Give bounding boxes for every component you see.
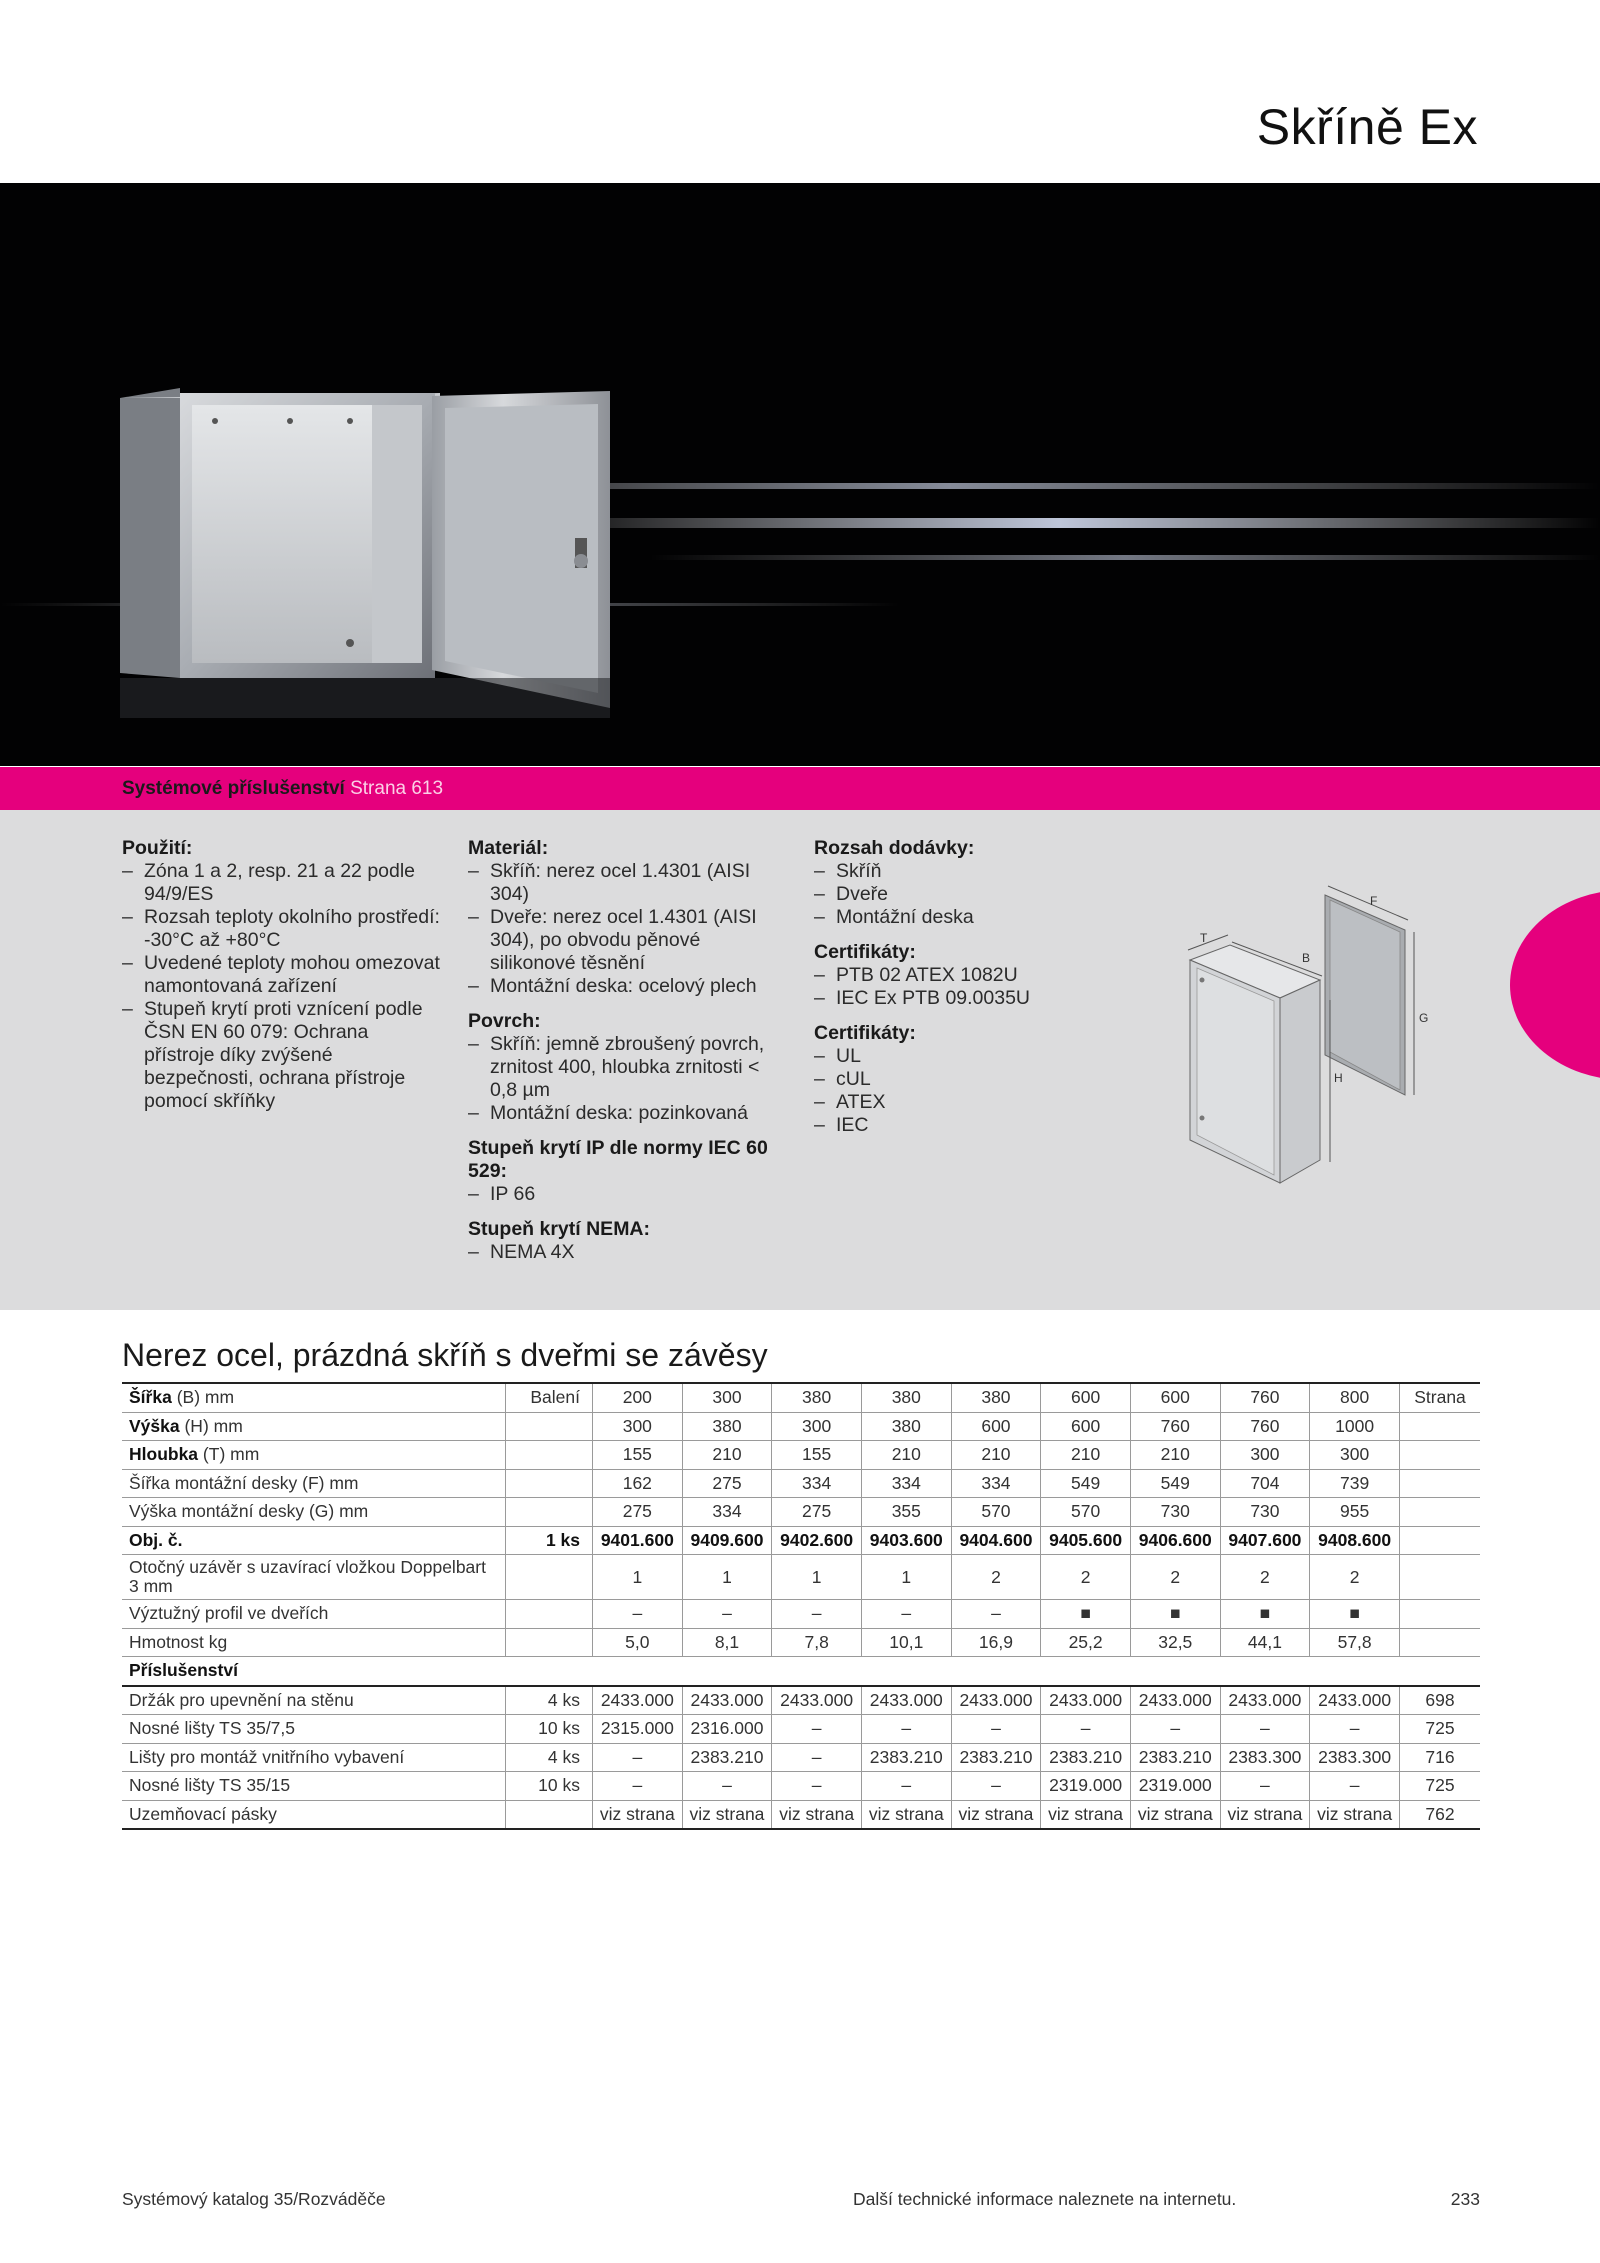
value-cell: 955 xyxy=(1310,1498,1400,1527)
value-cell: 210 xyxy=(1041,1441,1131,1470)
row-label-text: Šířka montážní desky (F) mm xyxy=(129,1472,359,1493)
list-item: – Montážní deska: ocelový plech xyxy=(468,975,788,998)
nema-heading: Stupeň krytí NEMA: xyxy=(468,1218,651,1240)
page-cell: 725 xyxy=(1400,1715,1481,1744)
row-label-text: Výška montážní desky (G) mm xyxy=(129,1501,369,1522)
certificates-heading: Certifikáty: xyxy=(814,941,916,963)
scope-list xyxy=(814,860,1114,929)
value-cell: – xyxy=(1220,1715,1310,1744)
info-column-material xyxy=(468,837,788,1264)
value-cell: – xyxy=(1041,1715,1131,1744)
material-heading: Materiál: xyxy=(468,837,549,859)
value-cell: 600 xyxy=(1041,1412,1131,1441)
value-cell: 210 xyxy=(682,1441,772,1470)
pack-cell: 4 ks xyxy=(506,1743,593,1772)
value-cell: viz strana xyxy=(1130,1800,1220,1829)
enclosure-photo xyxy=(0,183,1600,766)
footer-catalog: Systémový katalog 35/Rozváděče xyxy=(122,2189,386,2209)
row-label-text: (H) mm xyxy=(184,1415,243,1436)
value-cell: 380 xyxy=(951,1383,1041,1412)
value-cell: 200 xyxy=(593,1383,683,1412)
value-cell: – xyxy=(1310,1715,1400,1744)
row-label xyxy=(122,1555,506,1600)
value-cell: – xyxy=(1220,1772,1310,1801)
value-cell: 155 xyxy=(593,1441,683,1470)
info-column-usage xyxy=(122,837,442,1113)
value-cell: 334 xyxy=(861,1469,951,1498)
pack-cell xyxy=(506,1800,593,1829)
list-item: – cUL xyxy=(814,1068,1114,1091)
value-cell: 162 xyxy=(593,1469,683,1498)
table-row xyxy=(122,1526,1480,1555)
value-cell: 210 xyxy=(861,1441,951,1470)
row-label: Nosné lišty TS 35/15 xyxy=(122,1772,506,1801)
value-cell: 600 xyxy=(951,1412,1041,1441)
row-label-bold: Šířka xyxy=(129,1387,172,1408)
value-cell: 1000 xyxy=(1310,1412,1400,1441)
value-cell: 300 xyxy=(593,1412,683,1441)
value-cell: viz strana xyxy=(861,1800,951,1829)
value-cell: 9401.600 xyxy=(593,1526,683,1555)
value-cell: 2433.000 xyxy=(1310,1686,1400,1715)
list-item: – IEC xyxy=(814,1114,1114,1137)
row-label xyxy=(122,1383,506,1412)
pack-cell xyxy=(506,1441,593,1470)
row-label-text: Hmotnost kg xyxy=(129,1631,228,1652)
surface-heading: Povrch: xyxy=(468,1010,541,1032)
value-cell: 1 xyxy=(861,1555,951,1600)
nema-list xyxy=(468,1241,788,1264)
row-label xyxy=(122,1412,506,1441)
list-item: – PTB 02 ATEX 1082U xyxy=(814,964,1114,987)
value-cell: 9406.600 xyxy=(1130,1526,1220,1555)
value-cell: 800 xyxy=(1310,1383,1400,1412)
value-cell: 730 xyxy=(1130,1498,1220,1527)
value-cell: 2433.000 xyxy=(1041,1686,1131,1715)
pack-cell xyxy=(506,1555,593,1600)
value-cell: 16,9 xyxy=(951,1628,1041,1657)
list-item: – NEMA 4X xyxy=(468,1241,788,1264)
row-label xyxy=(122,1469,506,1498)
value-cell: 334 xyxy=(951,1469,1041,1498)
value-cell: 380 xyxy=(772,1383,862,1412)
row-label: Nosné lišty TS 35/7,5 xyxy=(122,1715,506,1744)
table-row xyxy=(122,1469,1480,1498)
value-cell: – xyxy=(951,1715,1041,1744)
value-cell: 549 xyxy=(1130,1469,1220,1498)
value-cell: 44,1 xyxy=(1220,1628,1310,1657)
value-cell: 549 xyxy=(1041,1469,1131,1498)
page-cell: Strana xyxy=(1400,1383,1481,1412)
value-cell: 2319.000 xyxy=(1041,1772,1131,1801)
value-cell: 1 xyxy=(593,1555,683,1600)
value-cell: 355 xyxy=(861,1498,951,1527)
value-cell: 2433.000 xyxy=(1130,1686,1220,1715)
row-label-text: Výztužný profil ve dveřích xyxy=(129,1603,329,1624)
table-row xyxy=(122,1600,1480,1629)
value-cell: 25,2 xyxy=(1041,1628,1131,1657)
value-cell: 2383.300 xyxy=(1310,1743,1400,1772)
value-cell: 600 xyxy=(1041,1383,1131,1412)
page-cell: 762 xyxy=(1400,1800,1481,1829)
value-cell: 2433.000 xyxy=(682,1686,772,1715)
value-cell: – xyxy=(861,1772,951,1801)
value-cell: 2433.000 xyxy=(861,1686,951,1715)
value-cell: 1 xyxy=(772,1555,862,1600)
page-number: 233 xyxy=(1450,2189,1480,2209)
enclosure-dimension-diagram xyxy=(1170,850,1450,1190)
value-cell: 570 xyxy=(951,1498,1041,1527)
pack-cell xyxy=(506,1498,593,1527)
decorative-pink-circle xyxy=(1510,890,1600,1080)
list-item: – Rozsah teploty okolního prostředí: -30°C až +80°C xyxy=(122,906,442,952)
list-item: – IEC Ex PTB 09.0035U xyxy=(814,987,1114,1010)
pack-cell xyxy=(506,1469,593,1498)
value-cell: viz strana xyxy=(1220,1800,1310,1829)
list-item: – Montážní deska: pozinkovaná xyxy=(468,1102,788,1125)
dim-label-g: G xyxy=(1419,1011,1429,1025)
list-item: – ATEX xyxy=(814,1091,1114,1114)
page-title: Skříně Ex xyxy=(1256,99,1478,155)
row-label-bold: Výška xyxy=(129,1415,180,1436)
value-cell: 730 xyxy=(1220,1498,1310,1527)
value-cell: – xyxy=(593,1772,683,1801)
list-item: – Skříň xyxy=(814,860,1114,883)
row-label-text: (T) mm xyxy=(202,1444,260,1465)
value-cell: 2433.000 xyxy=(1220,1686,1310,1715)
value-cell: 8,1 xyxy=(682,1628,772,1657)
value-cell: 570 xyxy=(1041,1498,1131,1527)
value-cell: – xyxy=(951,1600,1041,1629)
pack-cell: 10 ks xyxy=(506,1772,593,1801)
value-cell: – xyxy=(772,1600,862,1629)
table-row xyxy=(122,1412,1480,1441)
page-cell: 698 xyxy=(1400,1686,1481,1715)
accessories-heading-row xyxy=(122,1657,1480,1686)
accessory-row xyxy=(122,1743,1480,1772)
value-cell: 5,0 xyxy=(593,1628,683,1657)
value-cell: – xyxy=(682,1600,772,1629)
value-cell: – xyxy=(772,1772,862,1801)
info-column-scope xyxy=(814,837,1114,1137)
dim-label-f: F xyxy=(1370,894,1378,908)
value-cell: 7,8 xyxy=(772,1628,862,1657)
row-label: Lišty pro montáž vnitřního vybavení xyxy=(122,1743,506,1772)
value-cell: 2315.000 xyxy=(593,1715,683,1744)
value-cell: – xyxy=(682,1772,772,1801)
table-row xyxy=(122,1441,1480,1470)
row-label xyxy=(122,1498,506,1527)
value-cell: – xyxy=(772,1715,862,1744)
certificates-list-2 xyxy=(814,1045,1114,1137)
value-cell: 10,1 xyxy=(861,1628,951,1657)
list-item: – Skříň: jemně zbroušený povrch, zrnitost 400, hloubka zrnitosti < 0,8 µm xyxy=(468,1033,788,1102)
value-cell: 2383.300 xyxy=(1220,1743,1310,1772)
scope-heading: Rozsah dodávky: xyxy=(814,837,975,859)
value-cell: 275 xyxy=(682,1469,772,1498)
material-list xyxy=(468,860,788,998)
value-cell: 57,8 xyxy=(1310,1628,1400,1657)
value-cell: 2 xyxy=(951,1555,1041,1600)
value-cell: ■ xyxy=(1220,1600,1310,1629)
value-cell: 275 xyxy=(772,1498,862,1527)
value-cell: 760 xyxy=(1130,1412,1220,1441)
table-row xyxy=(122,1555,1480,1600)
list-item: – Uvedené teploty mohou omezovat namontovaná zařízení xyxy=(122,952,442,998)
page-cell xyxy=(1400,1600,1481,1629)
page-cell xyxy=(1400,1526,1481,1555)
page-cell: 725 xyxy=(1400,1772,1481,1801)
row-label xyxy=(122,1441,506,1470)
value-cell: 380 xyxy=(861,1383,951,1412)
accessory-row xyxy=(122,1686,1480,1715)
value-cell: – xyxy=(861,1715,951,1744)
list-item: – UL xyxy=(814,1045,1114,1068)
row-label: Držák pro upevnění na stěnu xyxy=(122,1686,506,1715)
row-label: Uzemňovací pásky xyxy=(122,1800,506,1829)
list-item: – IP 66 xyxy=(468,1183,788,1206)
value-cell: 2 xyxy=(1041,1555,1131,1600)
pack-cell: 4 ks xyxy=(506,1686,593,1715)
row-label-text: Otočný uzávěr s uzavírací vložkou Doppelbart 3 mm xyxy=(129,1557,486,1596)
value-cell: 2319.000 xyxy=(1130,1772,1220,1801)
value-cell: – xyxy=(593,1600,683,1629)
value-cell: 2383.210 xyxy=(682,1743,772,1772)
value-cell: viz strana xyxy=(1041,1800,1131,1829)
value-cell: 380 xyxy=(861,1412,951,1441)
page-cell xyxy=(1400,1555,1481,1600)
value-cell: 1 xyxy=(682,1555,772,1600)
value-cell: viz strana xyxy=(593,1800,683,1829)
value-cell: 2433.000 xyxy=(951,1686,1041,1715)
value-cell: 739 xyxy=(1310,1469,1400,1498)
value-cell: 334 xyxy=(772,1469,862,1498)
value-cell: 2383.210 xyxy=(861,1743,951,1772)
list-item: – Skříň: nerez ocel 1.4301 (AISI 304) xyxy=(468,860,788,906)
value-cell: 9407.600 xyxy=(1220,1526,1310,1555)
footer-web-note: Další technické informace naleznete na internetu. xyxy=(853,2189,1237,2209)
pack-cell: Balení xyxy=(506,1383,593,1412)
value-cell: 32,5 xyxy=(1130,1628,1220,1657)
row-label-bold: Obj. č. xyxy=(129,1529,183,1550)
value-cell: 2433.000 xyxy=(772,1686,862,1715)
value-cell: 334 xyxy=(682,1498,772,1527)
value-cell: 380 xyxy=(682,1412,772,1441)
ip-rating-list xyxy=(468,1183,788,1206)
value-cell: – xyxy=(593,1743,683,1772)
accessory-bar xyxy=(0,767,1600,810)
pack-cell: 10 ks xyxy=(506,1715,593,1744)
value-cell: 2383.210 xyxy=(1130,1743,1220,1772)
row-label xyxy=(122,1526,506,1555)
page-cell: 716 xyxy=(1400,1743,1481,1772)
value-cell: 210 xyxy=(951,1441,1041,1470)
accessory-bar-label: Systémové příslušenství xyxy=(122,778,345,799)
accessory-row xyxy=(122,1715,1480,1744)
certificates-heading-2: Certifikáty: xyxy=(814,1022,916,1044)
value-cell: 300 xyxy=(1310,1441,1400,1470)
surface-list xyxy=(468,1033,788,1125)
value-cell: 2 xyxy=(1220,1555,1310,1600)
value-cell: 760 xyxy=(1220,1412,1310,1441)
page-cell xyxy=(1400,1469,1481,1498)
row-label-text: (B) mm xyxy=(176,1387,235,1408)
page-cell xyxy=(1400,1498,1481,1527)
value-cell: ■ xyxy=(1130,1600,1220,1629)
value-cell: 155 xyxy=(772,1441,862,1470)
value-cell: 2 xyxy=(1130,1555,1220,1600)
usage-heading: Použití: xyxy=(122,837,193,859)
value-cell: 9402.600 xyxy=(772,1526,862,1555)
value-cell: 275 xyxy=(593,1498,683,1527)
value-cell: 9404.600 xyxy=(951,1526,1041,1555)
value-cell: 9403.600 xyxy=(861,1526,951,1555)
value-cell: 2433.000 xyxy=(593,1686,683,1715)
pack-cell xyxy=(506,1412,593,1441)
table-row xyxy=(122,1498,1480,1527)
value-cell: ■ xyxy=(1041,1600,1131,1629)
dim-label-b: B xyxy=(1302,951,1311,965)
page-cell xyxy=(1400,1628,1481,1657)
dim-label-h: H xyxy=(1334,1071,1343,1085)
page-cell xyxy=(1400,1441,1481,1470)
value-cell: 2383.210 xyxy=(1041,1743,1131,1772)
list-item: – Dveře xyxy=(814,883,1114,906)
dim-label-t: T xyxy=(1200,931,1208,945)
value-cell: 210 xyxy=(1130,1441,1220,1470)
value-cell: – xyxy=(861,1600,951,1629)
certificates-list xyxy=(814,964,1114,1010)
value-cell: viz strana xyxy=(1310,1800,1400,1829)
ip-rating-heading: Stupeň krytí IP dle normy IEC 60 529: xyxy=(468,1137,768,1182)
row-label xyxy=(122,1628,506,1657)
value-cell: 9408.600 xyxy=(1310,1526,1400,1555)
value-cell: 2383.210 xyxy=(951,1743,1041,1772)
table-row xyxy=(122,1383,1480,1412)
value-cell: 2 xyxy=(1310,1555,1400,1600)
value-cell: 9405.600 xyxy=(1041,1526,1131,1555)
accessory-row xyxy=(122,1800,1480,1829)
accessory-bar-page-ref: Strana 613 xyxy=(350,778,444,799)
info-box xyxy=(0,810,1600,1310)
page-cell xyxy=(1400,1412,1481,1441)
pack-cell xyxy=(506,1628,593,1657)
product-hero-image xyxy=(0,183,1600,766)
pack-cell: 1 ks xyxy=(506,1526,593,1555)
value-cell: ■ xyxy=(1310,1600,1400,1629)
accessory-row xyxy=(122,1772,1480,1801)
section-title: Nerez ocel, prázdná skříň s dveřmi se závěsy xyxy=(122,1337,768,1373)
value-cell: 600 xyxy=(1130,1383,1220,1412)
value-cell: – xyxy=(1130,1715,1220,1744)
list-item: – Zóna 1 a 2, resp. 21 a 22 podle 94/9/ES xyxy=(122,860,442,906)
usage-list xyxy=(122,860,442,1113)
value-cell: 2316.000 xyxy=(682,1715,772,1744)
pack-cell xyxy=(506,1600,593,1629)
value-cell: 300 xyxy=(772,1412,862,1441)
spec-table xyxy=(122,1382,1480,1830)
value-cell: 300 xyxy=(682,1383,772,1412)
value-cell: viz strana xyxy=(682,1800,772,1829)
accessories-heading: Příslušenství xyxy=(122,1657,1480,1686)
value-cell: – xyxy=(951,1772,1041,1801)
value-cell: – xyxy=(1310,1772,1400,1801)
list-item: – Stupeň krytí proti vznícení podle ČSN EN 60 079: Ochrana přístroje díky zvýšené bezpečnosti, ochrana přístroje pomocí skříňky xyxy=(122,998,442,1113)
list-item: – Dveře: nerez ocel 1.4301 (AISI 304), po obvodu pěnové silikonové těsnění xyxy=(468,906,788,975)
row-label-bold: Hloubka xyxy=(129,1444,199,1465)
value-cell: 9409.600 xyxy=(682,1526,772,1555)
row-label xyxy=(122,1600,506,1629)
list-item: – Montážní deska xyxy=(814,906,1114,929)
value-cell: – xyxy=(772,1743,862,1772)
table-row xyxy=(122,1628,1480,1657)
value-cell: 300 xyxy=(1220,1441,1310,1470)
value-cell: viz strana xyxy=(951,1800,1041,1829)
value-cell: 704 xyxy=(1220,1469,1310,1498)
value-cell: viz strana xyxy=(772,1800,862,1829)
value-cell: 760 xyxy=(1220,1383,1310,1412)
